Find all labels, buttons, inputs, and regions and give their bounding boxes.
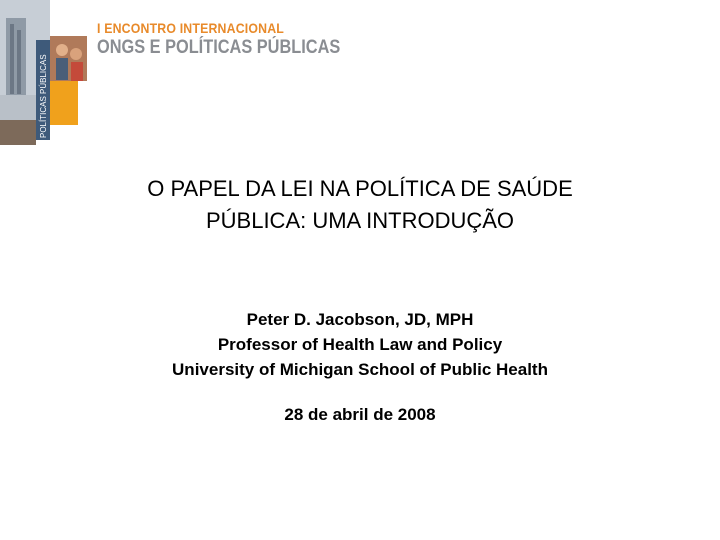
logo-building-panel (6, 18, 26, 98)
event-logo-collage (0, 0, 90, 145)
logo-vertical-text: POLÍTICAS PÚBLICAS (39, 54, 48, 138)
slide-title-line1: O PAPEL DA LEI NA POLÍTICA DE SAÚDE (147, 176, 573, 201)
slide-title-line2: PÚBLICA: UMA INTRODUÇÃO (205, 208, 515, 233)
presentation-date: 28 de abril de 2008 (284, 405, 436, 424)
author-affiliation: University of Michigan School of Public Health (172, 360, 548, 379)
event-name-line2: ONGS E POLÍTICAS PÚBLICAS (97, 37, 341, 58)
slide-title (0, 173, 720, 237)
event-name-line1: I ENCONTRO INTERNACIONAL (97, 20, 284, 36)
author-name: Peter D. Jacobson, JD, MPH (246, 310, 474, 329)
logo-orange-block (50, 81, 78, 125)
author-title: Professor of Health Law and Policy (217, 335, 503, 354)
author-block (0, 307, 720, 382)
